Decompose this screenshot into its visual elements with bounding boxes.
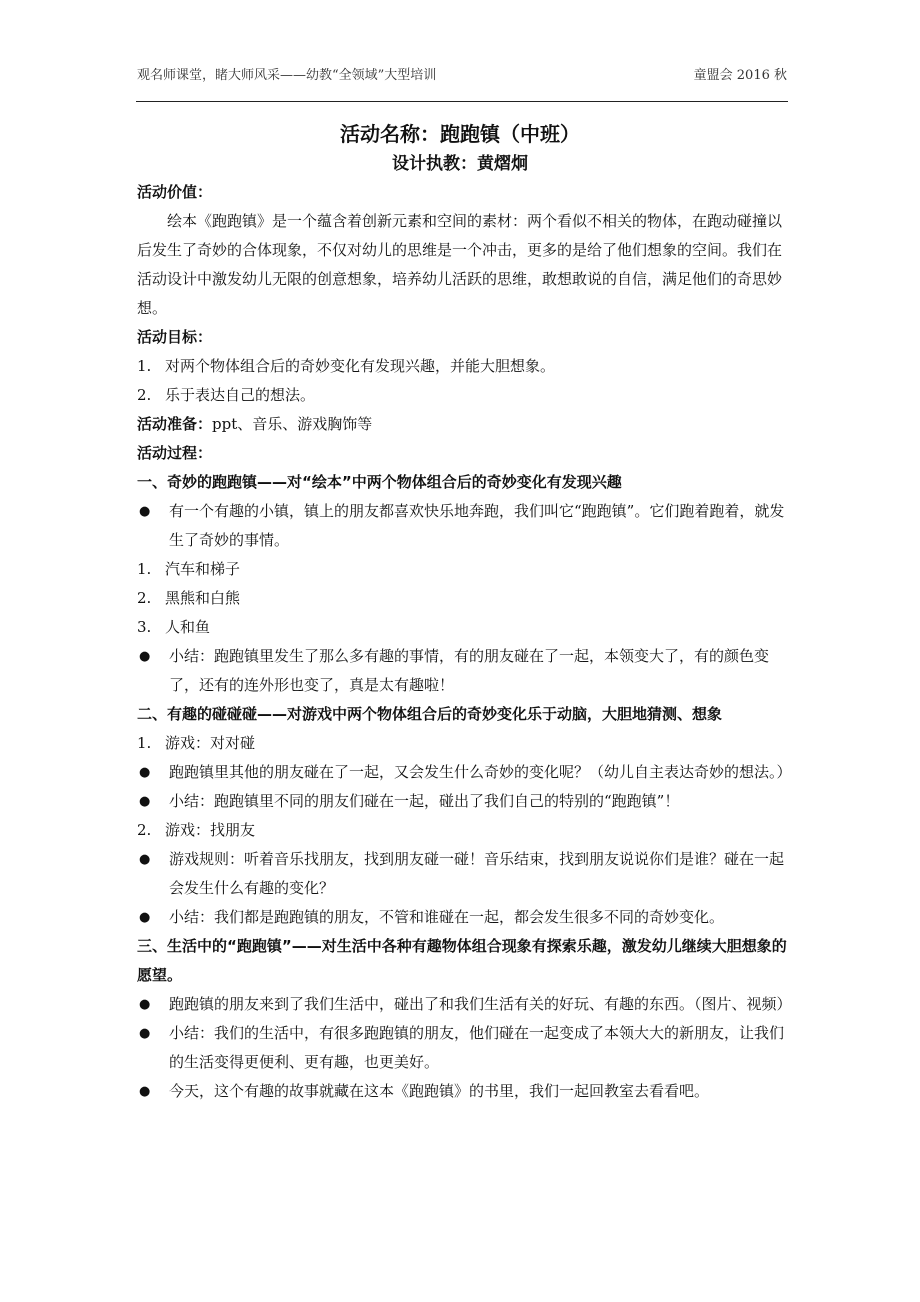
bullet-icon: ● [139,1084,151,1099]
list-text: 黑熊和白熊 [165,589,241,607]
section3-heading: 三、生活中的“跑跑镇”——对生活中各种有趣物体组合现象有探索乐趣，激发幼儿继续大胆想象的愿望。 [137,937,787,984]
bullet-text: 小结：我们都是跑跑镇的朋友，不管和谁碰在一起，都会发生很多不同的奇妙变化。 [169,908,725,926]
goal-text: 乐于表达自己的想法。 [165,386,316,404]
goal-number: 1. [137,357,152,375]
list-text: 游戏：对对碰 [165,734,256,752]
bullet-icon: ● [139,649,151,664]
bullet-text: 游戏规则：听着音乐找朋友，找到朋友碰一碰！音乐结束，找到朋友说说你们是谁？碰在一起会发生什么有趣的变化？ [169,850,785,897]
bullet-item [137,1077,787,1106]
prep-line [137,410,787,439]
bullet-text: 跑跑镇里其他的朋友碰在了一起，又会发生什么奇妙的变化呢？（幼儿自主表达奇妙的想法。） [169,763,792,781]
bullet-item [137,990,792,1019]
goal-number: 2. [137,386,152,404]
bullet-icon: ● [139,852,151,867]
bullet-item [137,758,792,787]
goals-heading: 活动目标： [137,328,213,346]
prep-heading: 活动准备： [137,415,213,433]
value-heading: 活动价值： [137,183,213,201]
bullet-item [137,1019,787,1077]
goal-item [137,352,787,381]
list-item [137,816,787,845]
list-number: 2. [137,589,152,607]
process-heading: 活动过程： [137,444,213,462]
bullet-icon: ● [139,794,151,809]
list-number: 3. [137,618,152,636]
list-number: 1. [137,560,152,578]
value-text: 绘本《跑跑镇》是一个蕴含着创新元素和空间的素材：两个看似不相关的物体，在跑动碰撞以后发生了奇妙的合体现象，不仅对幼儿的思维是一个冲击，更多的是给了他们想象的空间。我们在活动设计中激发幼儿无限的创意想象，培养幼儿活跃的思维，敢想敢说的自信，满足他们的奇思妙想。 [137,212,783,317]
bullet-text: 小结：我们的生活中，有很多跑跑镇的朋友，他们碰在一起变成了本领大大的新朋友，让我们的生活变得更便利、更有趣，也更美好。 [169,1024,785,1071]
bullet-icon: ● [139,910,151,925]
list-item [137,613,787,642]
list-item [137,584,787,613]
list-text: 游戏：找朋友 [165,821,256,839]
section2-heading: 二、有趣的碰碰碰——对游戏中两个物体组合后的奇妙变化乐于动脑，大胆地猜测、想象 [137,705,723,723]
bullet-item [137,787,787,816]
header-left: 观名师课堂，睹大师风采——幼教“全领域”大型培训 [137,68,437,83]
bullet-text: 有一个有趣的小镇，镇上的朋友都喜欢快乐地奔跑，我们叫它“跑跑镇”。它们跑着跑着，就发生了奇妙的事情。 [169,502,785,549]
bullet-text: 小结：跑跑镇里不同的朋友们碰在一起，碰出了我们自己的特别的“跑跑镇”！ [169,792,680,810]
bullet-item [137,497,787,555]
goal-item [137,381,787,410]
list-item [137,555,787,584]
prep-text: ppt、音乐、游戏胸饰等 [212,415,373,433]
bullet-icon: ● [139,1026,151,1041]
bullet-item [137,845,787,903]
bullet-icon: ● [139,997,151,1012]
bullet-text: 今天，这个有趣的故事就藏在这本《跑跑镇》的书里，我们一起回教室去看看吧。 [169,1082,710,1100]
page-title: 活动名称：跑跑镇（中班） [340,122,580,146]
bullet-text: 跑跑镇的朋友来到了我们生活中，碰出了和我们生活有关的好玩、有趣的东西。（图片、视频） [169,995,792,1013]
list-text: 人和鱼 [165,618,211,636]
bullet-text: 小结：跑跑镇里发生了那么多有趣的事情，有的朋友碰在了一起，本领变大了，有的颜色变了，还有的连外形也变了，真是太有趣啦！ [169,647,770,694]
list-text: 汽车和梯子 [165,560,241,578]
section1-heading: 一、奇妙的跑跑镇——对“绘本”中两个物体组合后的奇妙变化有发现兴趣 [137,473,622,491]
goal-text: 对两个物体组合后的奇妙变化有发现兴趣，并能大胆想象。 [165,357,556,375]
header-right: 童盟会 2016 秋 [693,68,787,83]
list-item [137,729,787,758]
bullet-icon: ● [139,504,151,519]
header-divider [136,101,788,102]
page-header [137,64,787,83]
bullet-icon: ● [139,765,151,780]
bullet-item [137,642,787,700]
document-body [137,178,792,1106]
bullet-item [137,903,787,932]
list-number: 1. [137,734,152,752]
list-number: 2. [137,821,152,839]
page-subtitle: 设计执教：黄熠炯 [392,154,528,174]
